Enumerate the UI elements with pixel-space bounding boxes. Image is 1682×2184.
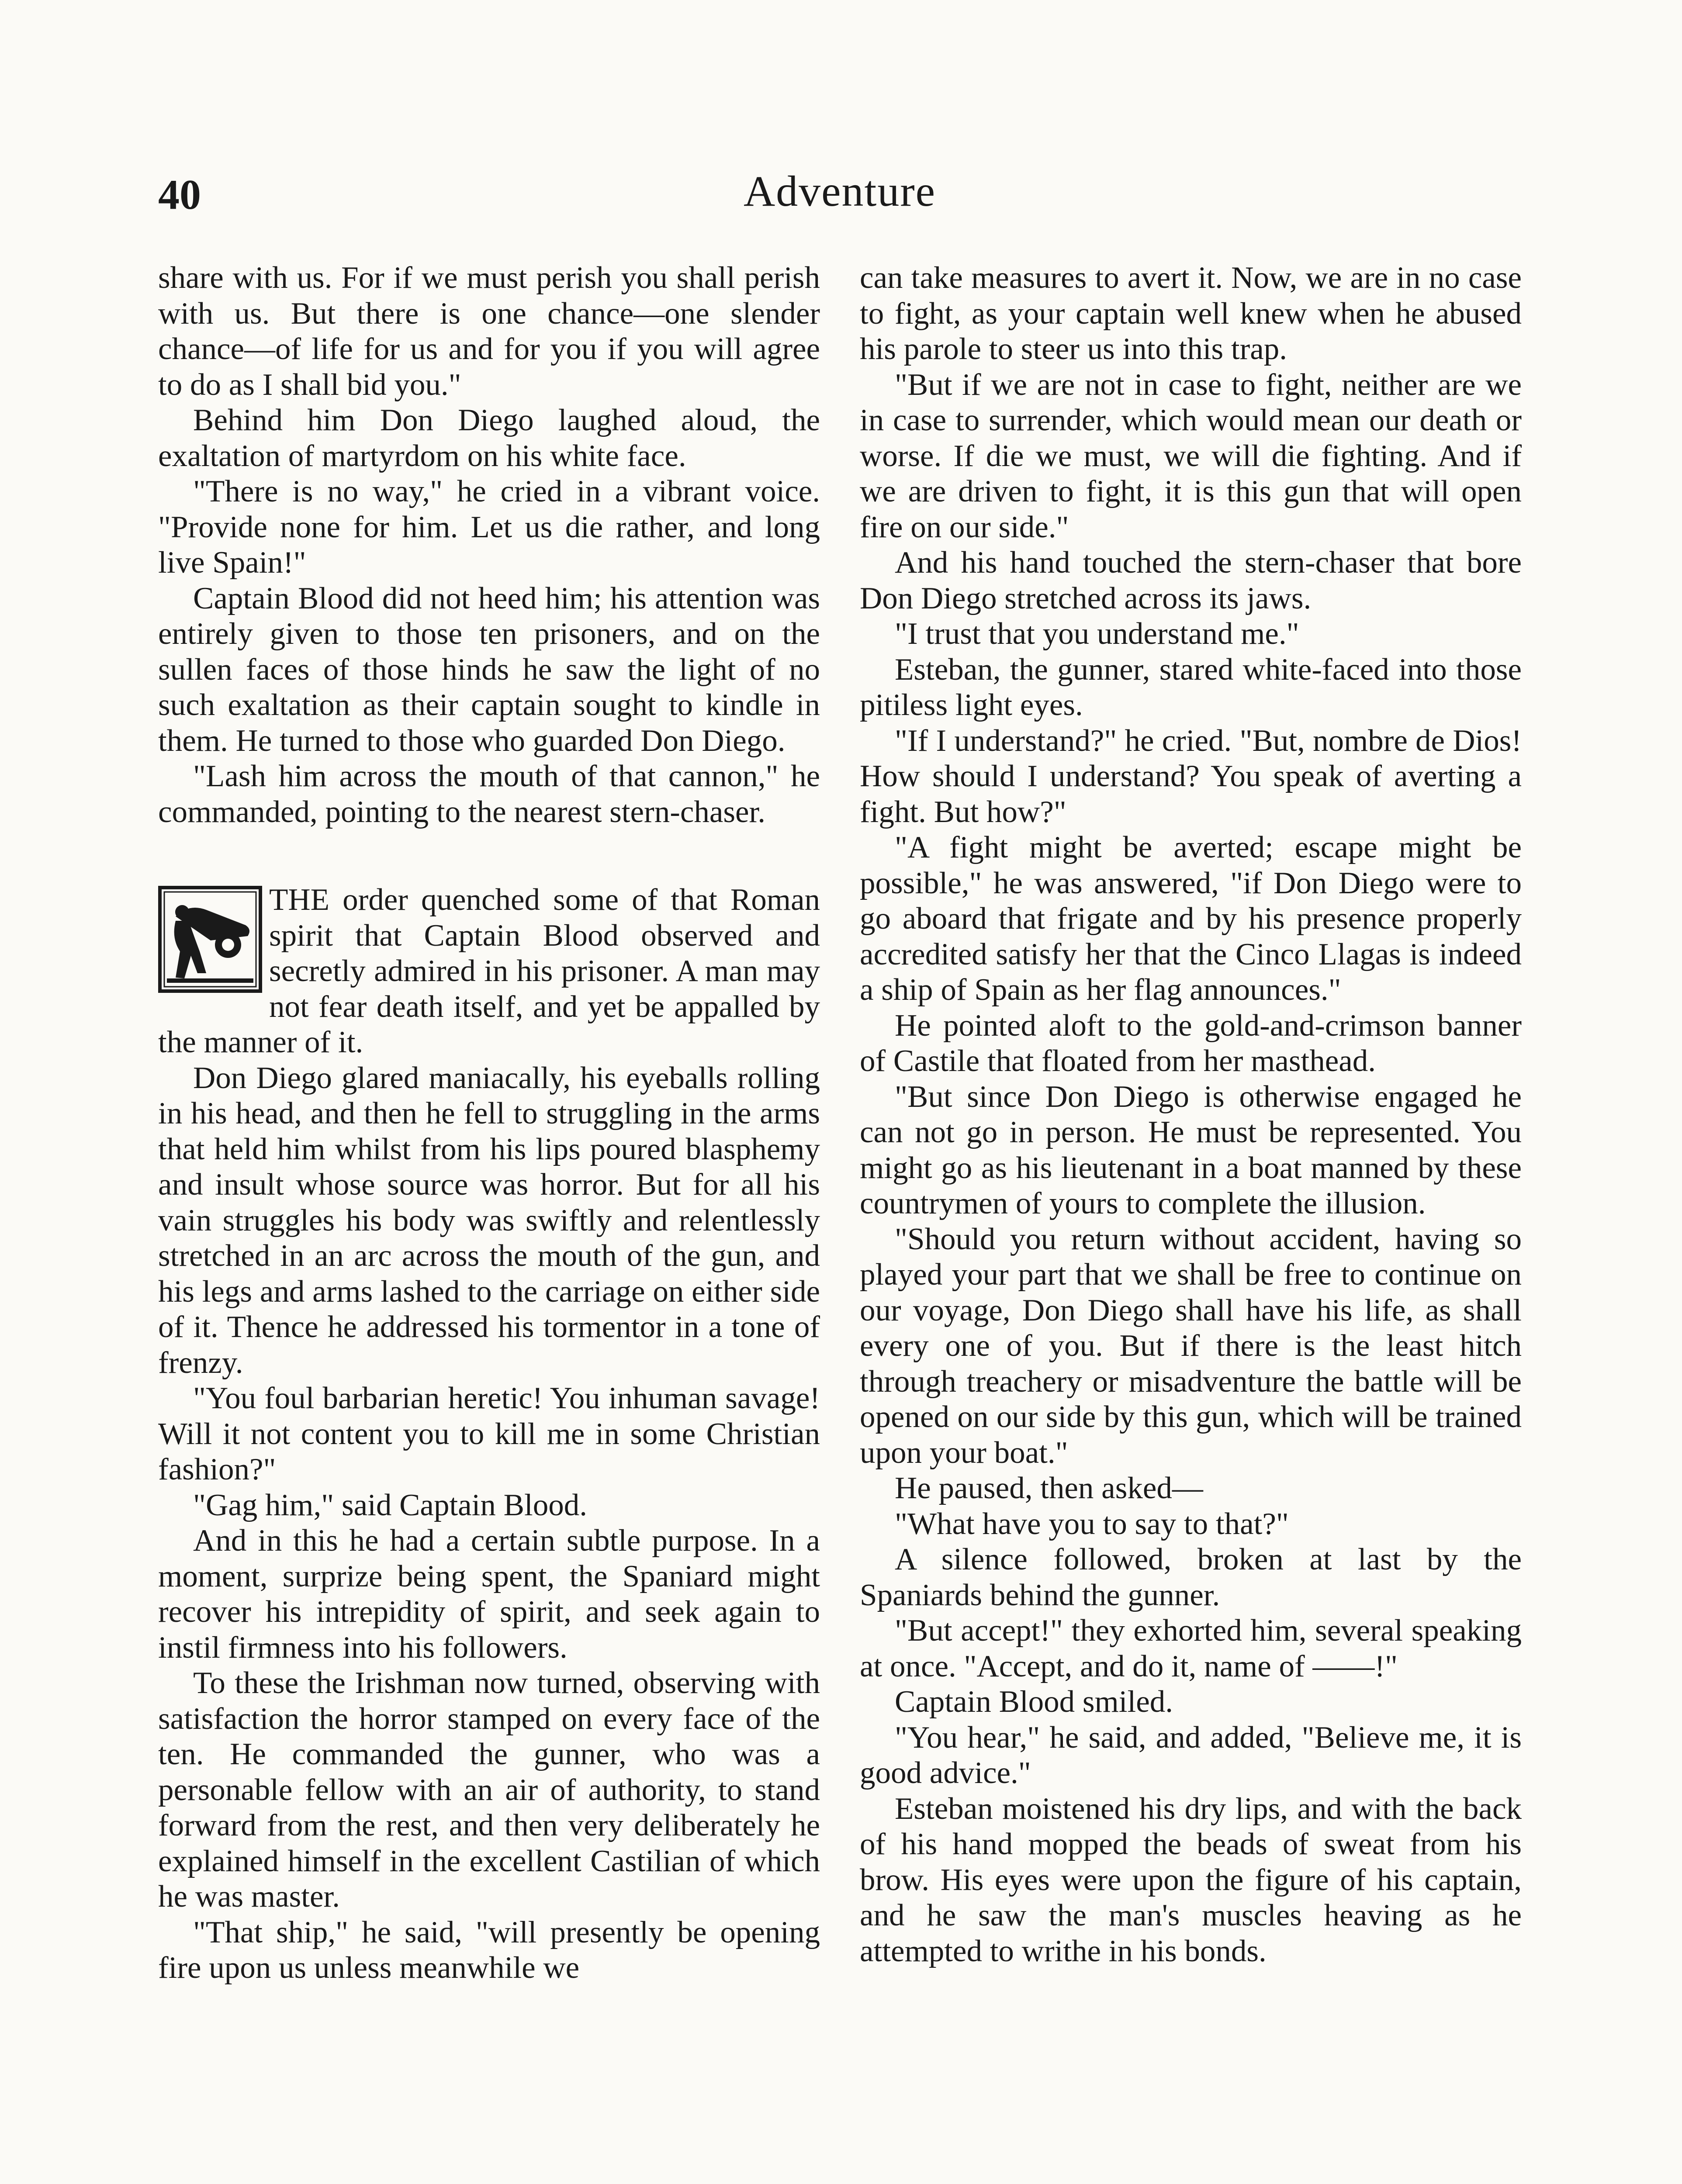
paragraph: "That ship," he said, "will presently be opening fire upon us unless meanwhile we xyxy=(158,1915,820,1985)
paragraph: Captain Blood smiled. xyxy=(895,1685,1173,1719)
paragraph: share with us. For if we must perish you shall perish with us. But there is one chance—one slender chance—of life for us and for you if you will agree to do as I shall bid you." xyxy=(158,261,820,402)
paragraph: "Lash him across the mouth of that cannon," he commanded, pointing to the nearest stern-chaser. xyxy=(158,759,820,829)
section-break xyxy=(158,830,820,882)
paragraph: Don Diego glared maniacally, his eyeballs rolling in his head, and then he fell to struggling in the arms that held him whilst from his lips poured blasphemy and insult whose source was horror. But for all his vain struggles his body was swiftly and relentlessly stretched in an arc across the mouth of the gun, and his legs and arms lashed to the carriage on either side of it. Thence he addressed his tormentor in a tone of frenzy. xyxy=(158,1061,820,1380)
paragraph: To these the Irishman now turned, observing with satisfaction the horror stamped on every face of the ten. He commanded the gunner, who was a personable fellow with an air of authority, to stand forward from the rest, and then very deliberately he explained himself in the excellent Castilian of which he was master. xyxy=(158,1666,820,1914)
paragraph: "Should you return without accident, having so played your part that we shall be free to continue on our voyage, Don Diego shall have his life, as shall every one of you. But if there is the least hitch through treachery or misadventure the battle will be opened on our side by this gun, which will be trained upon your boat." xyxy=(860,1222,1522,1470)
paragraph: "Gag him," said Captain Blood. xyxy=(193,1488,587,1522)
paragraph: A silence followed, broken at last by the Spaniards behind the gunner. xyxy=(860,1542,1522,1612)
paragraph: And his hand touched the stern-chaser that bore Don Diego stretched across its jaws. xyxy=(860,546,1522,615)
paragraph: "What have you to say to that?" xyxy=(895,1507,1289,1541)
paragraph: "I trust that you understand me." xyxy=(895,617,1299,651)
paragraph: Captain Blood did not heed him; his attention was entirely given to those ten prisoners, and on the sullen faces of those hinds he saw the light of no such exaltation as their captain sought to kindle in them. He turned to those who guarded Don Diego. xyxy=(158,581,820,758)
paragraph: can take measures to avert it. Now, we are in no case to fight, as your captain well knew when he abused his parole to steer us into this trap. xyxy=(860,261,1522,366)
running-head-title: Adventure xyxy=(743,167,936,215)
paragraph: THE order quenched some of that Roman spirit that Captain Blood observed and secretly admired in his prisoner. A man may not fear death itself, and yet be appalled by the manner of it. xyxy=(158,883,820,1059)
paragraph: "A fight might be averted; escape might be possible," he was answered, "if Don Diego were to go aboard that frigate and by his presence properly accredited satisfy her that the Cinco Llagas is indeed a ship of Spain as her flag announces." xyxy=(860,830,1522,1007)
paragraph: "But accept!" they exhorted him, several speaking at once. "Accept, and do it, name of ——!" xyxy=(860,1614,1522,1683)
left-column xyxy=(158,260,820,1986)
paragraph: And in this he had a certain subtle purpose. In a moment, surprize being spent, the Spaniard might recover his intrepidity of spirit, and seek again to instil firmness into his followers. xyxy=(158,1524,820,1665)
page-header xyxy=(158,166,1521,232)
paragraph: Esteban moistened his dry lips, and with the back of his hand mopped the beads of sweat from his brow. His eyes were upon the figure of his captain, and he saw the man's muscles heaving as he attempted to writhe in his bonds. xyxy=(860,1791,1522,1968)
paragraph: He paused, then asked— xyxy=(895,1471,1203,1505)
paragraph: "But since Don Diego is otherwise engaged he can not go in person. He must be represented. You might go as his lieutenant in a boat manned by these countrymen of yours to complete the illusion. xyxy=(860,1079,1522,1220)
paragraph: "But if we are not in case to fight, neither are we in case to surrender, which would mean our death or worse. If die we must, we will die fighting. And if we are driven to fight, it is this gun that will open fire on our side." xyxy=(860,367,1522,544)
cannon-vignette-icon xyxy=(158,886,262,993)
paragraph: Esteban, the gunner, stared white-faced into those pitiless light eyes. xyxy=(860,652,1522,722)
paragraph: "If I understand?" he cried. "But, nombre de Dios! How should I understand? You speak of averting a fight. But how?" xyxy=(860,723,1522,829)
paragraph: "You hear," he said, and added, "Believe me, it is good advice." xyxy=(860,1720,1522,1790)
paragraph: He pointed aloft to the gold-and-crimson banner of Castile that floated from her masthead. xyxy=(860,1008,1522,1078)
paragraph: "There is no way," he cried in a vibrant voice. "Provide none for him. Let us die rather, and long live Spain!" xyxy=(158,474,820,580)
paragraph: Behind him Don Diego laughed aloud, the exaltation of martyrdom on his white face. xyxy=(158,403,820,473)
right-column xyxy=(860,260,1522,1969)
page-number: 40 xyxy=(158,171,201,218)
paragraph: "You foul barbarian heretic! You inhuman savage! Will it not content you to kill me in some Christian fashion?" xyxy=(158,1381,820,1486)
